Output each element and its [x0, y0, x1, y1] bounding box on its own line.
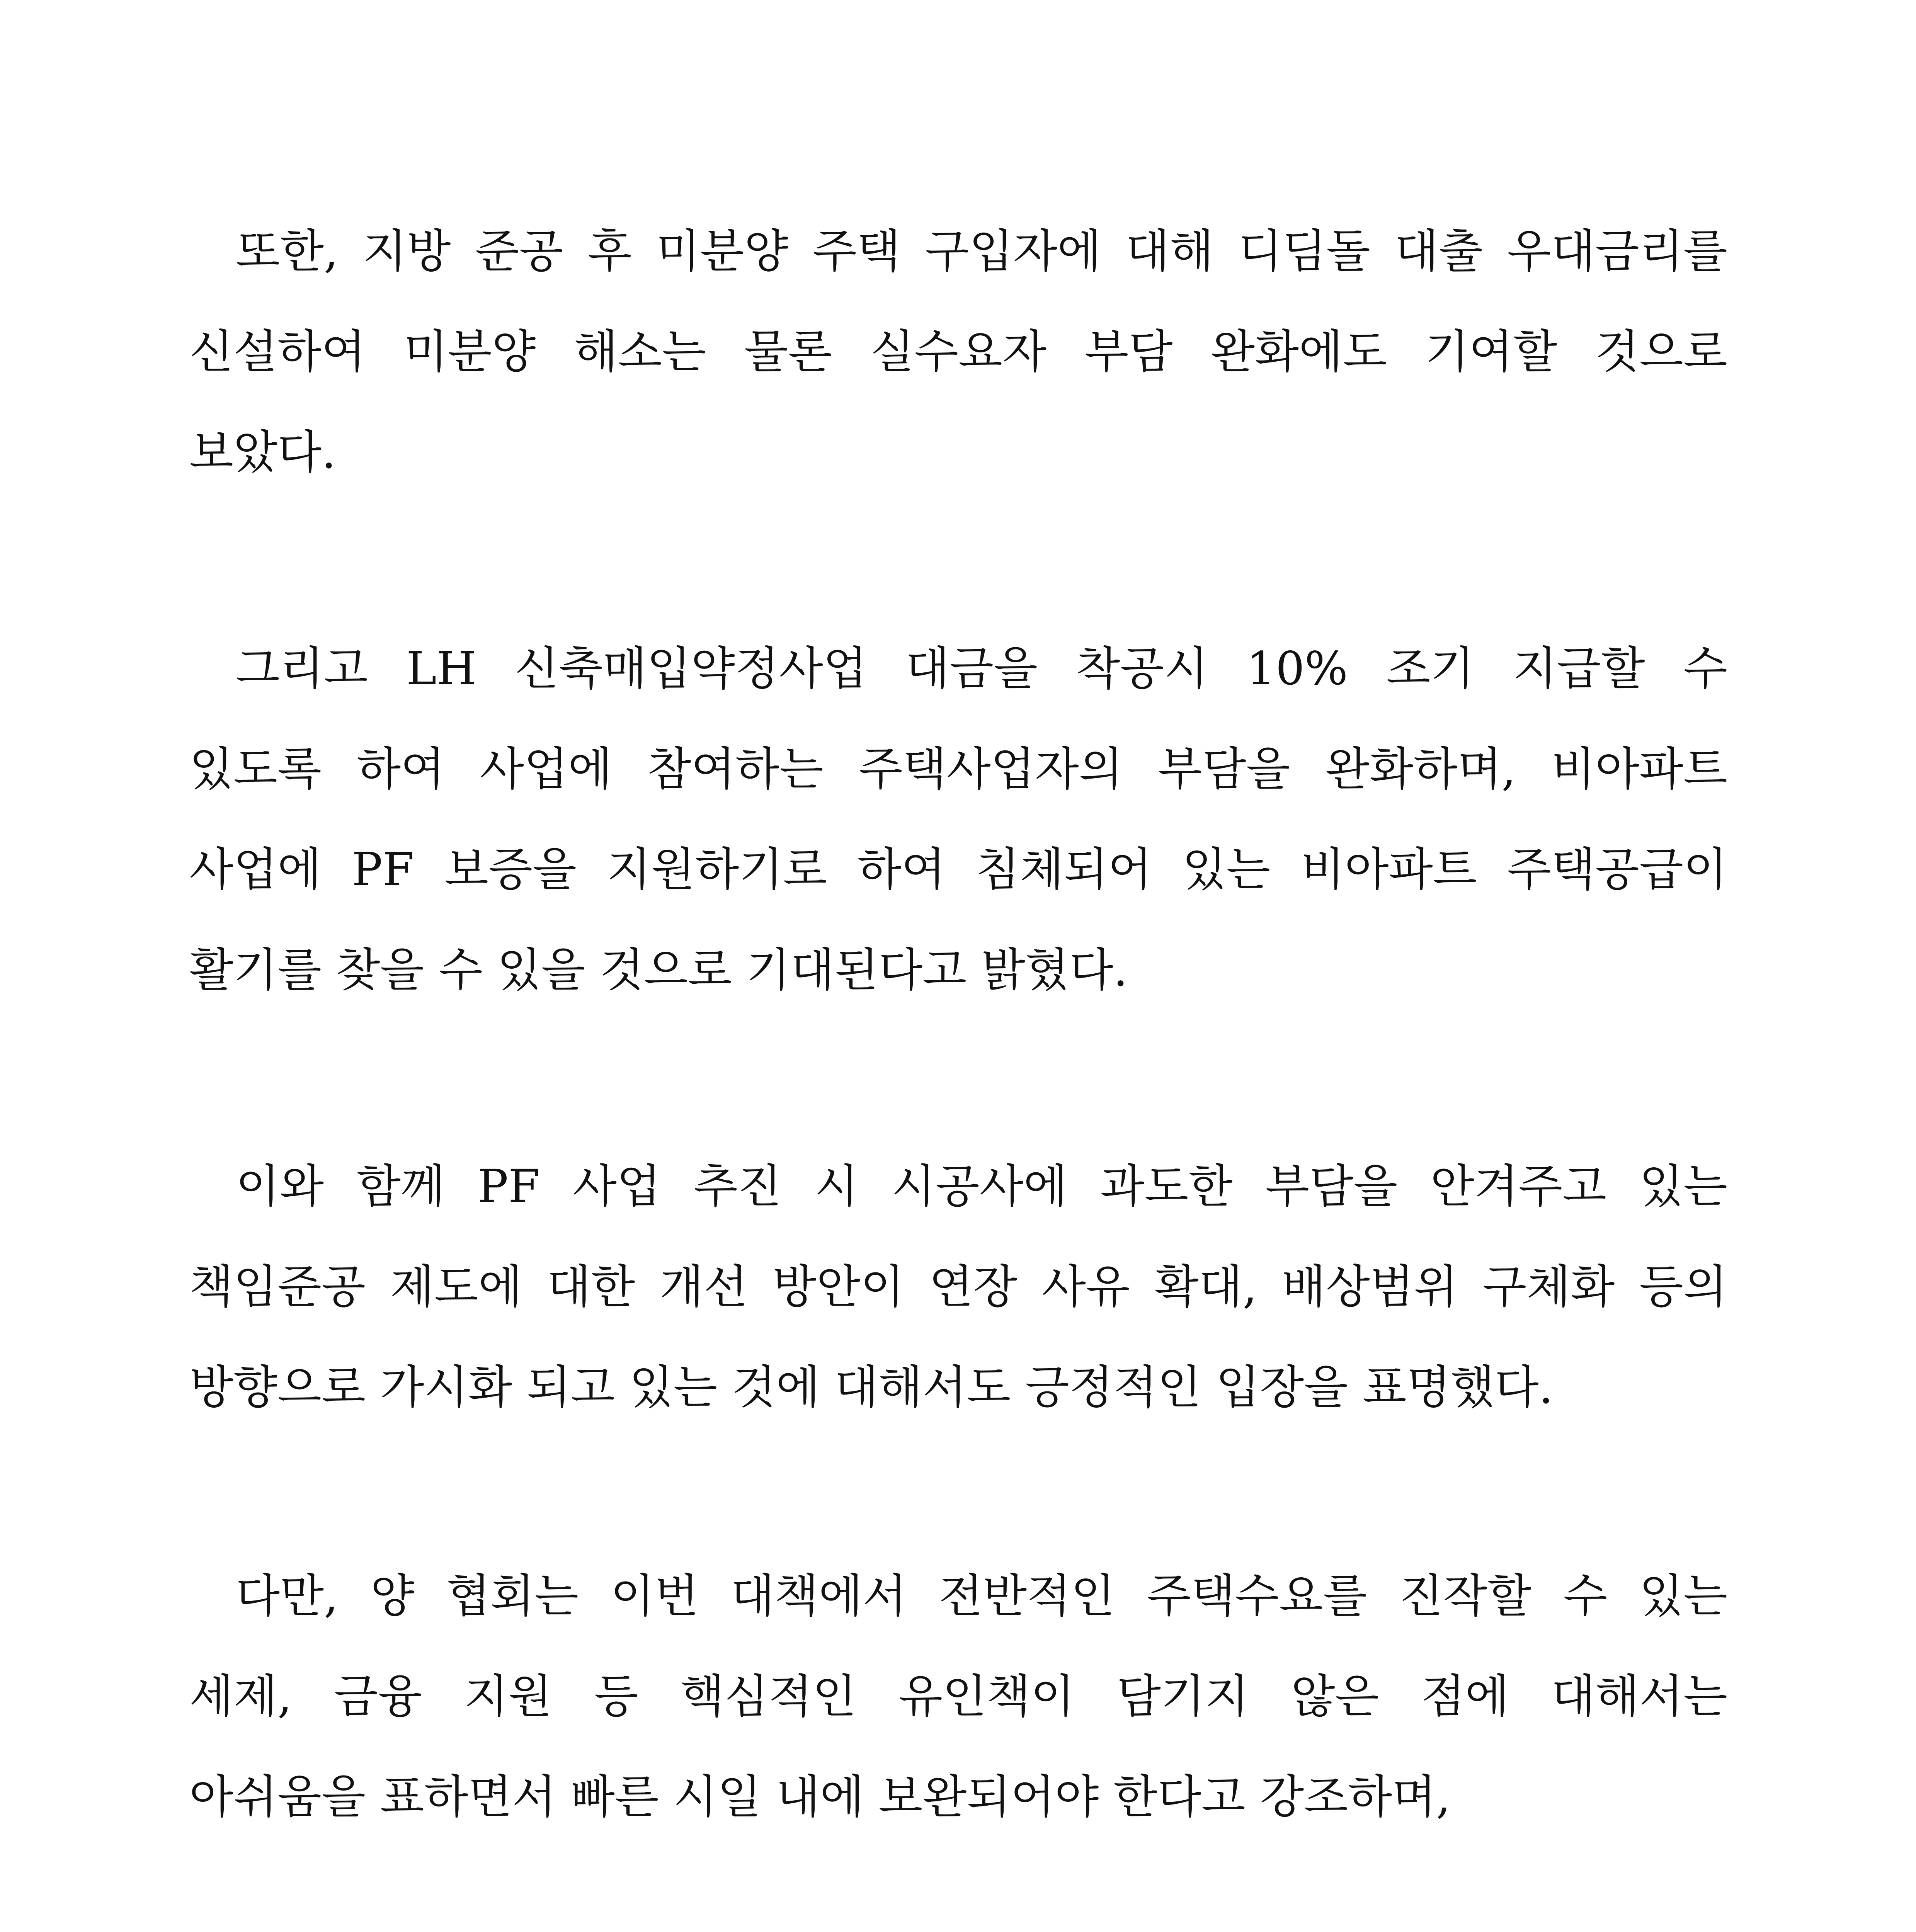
- paragraph-1-line-3: 보았다.: [189, 425, 336, 479]
- paragraph-2-line-2: 있도록 하여 사업에 참여하는 주택사업자의 부담을 완화하며, 비아파트: [189, 742, 1727, 796]
- paragraph-2-line-1: 그리고 LH 신축매입약정사업 대금을 착공시 10% 조기 지급할 수: [236, 642, 1727, 695]
- paragraph-4-line-2: 세제, 금융 지원 등 핵심적인 유인책이 담기지 않은 점에 대해서는: [189, 1670, 1727, 1723]
- paragraph-1-line-1: 또한, 지방 준공 후 미분양 주택 구입자에 대해 디딤돌 대출 우대금리를: [236, 224, 1727, 278]
- paragraph-2-line-3: 사업에 PF 보증을 지원하기로 하여 침체되어 있는 비아파트 주택공급이: [189, 843, 1727, 896]
- paragraph-2-line-4: 활기를 찾을 수 있을 것으로 기대된다고 밝혔다.: [189, 943, 1128, 997]
- paragraph-1-line-2: 신설하여 미분양 해소는 물론 실수요자 부담 완화에도 기여할 것으로: [189, 325, 1727, 378]
- paragraph-4-line-1: 다만, 양 협회는 이번 대책에서 전반적인 주택수요를 진작할 수 있는: [236, 1569, 1727, 1622]
- paragraph-3-line-1: 이와 함께 PF 사업 추진 시 시공사에 과도한 부담을 안겨주고 있는: [236, 1160, 1727, 1213]
- paragraph-3-line-3: 방향으로 가시화 되고 있는 것에 대해서도 긍정적인 입장을 표명했다.: [189, 1361, 1554, 1414]
- paragraph-4-line-3: 아쉬움을 표하면서 빠른 시일 내에 보완되어야 한다고 강조하며,: [189, 1770, 1451, 1823]
- paragraph-3-line-2: 책임준공 제도에 대한 개선 방안이 연장 사유 확대, 배상범위 구체화 등의: [189, 1260, 1727, 1313]
